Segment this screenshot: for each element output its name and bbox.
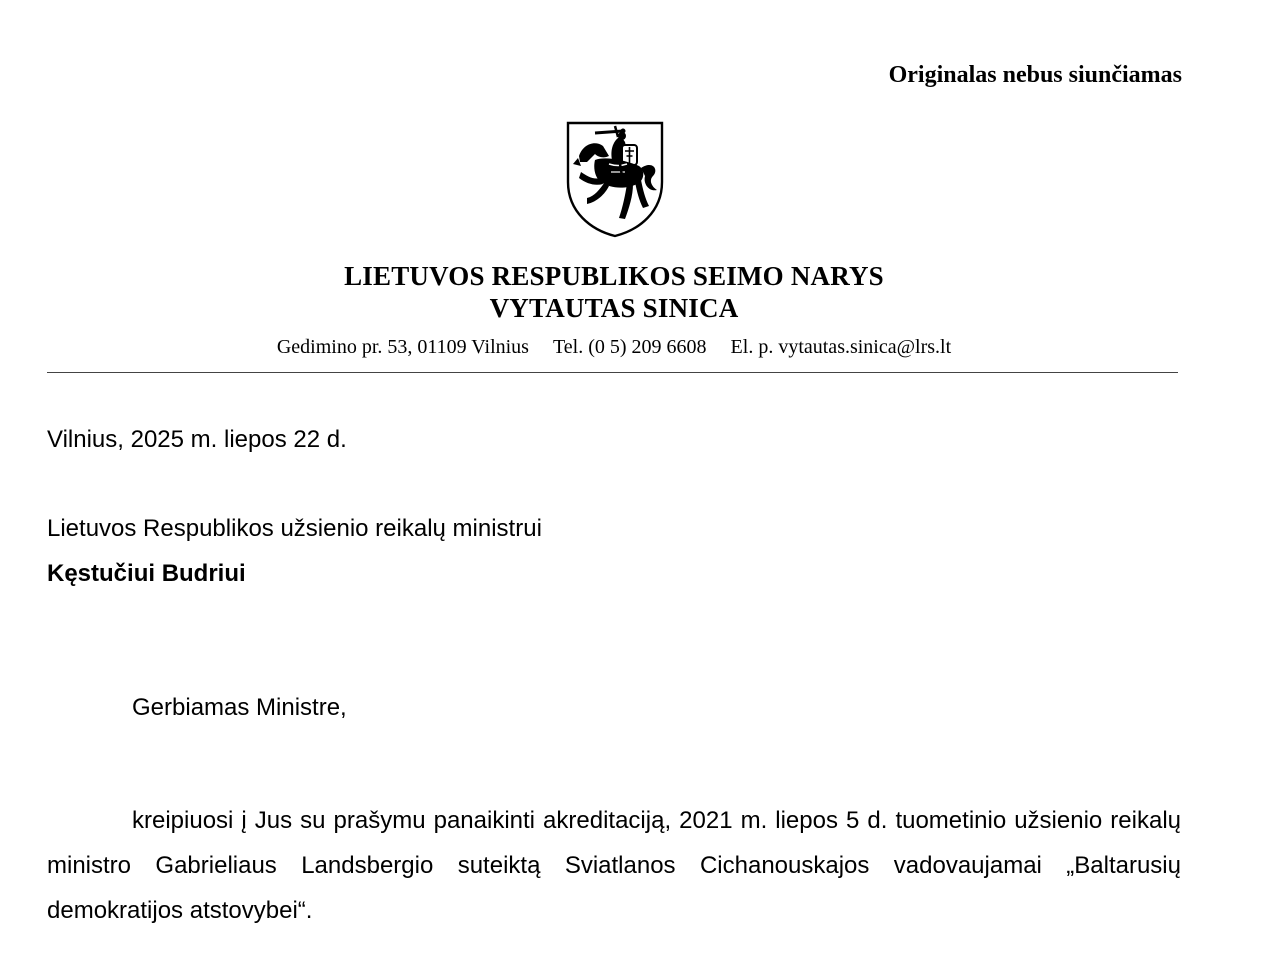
contact-phone: Tel. (0 5) 209 6608 [552, 336, 707, 358]
contact-line [0, 336, 1228, 359]
contact-email[interactable]: El. p. vytautas.sinica@lrs.lt [730, 336, 952, 358]
contact-address: Gedimino pr. 53, 01109 Vilnius [276, 336, 529, 358]
greeting: Gerbiamas Ministre, [132, 694, 347, 721]
letter-date: Vilnius, 2025 m. liepos 22 d. [47, 426, 347, 453]
recipient-title: Lietuvos Respublikos užsienio reikalų ministrui [47, 515, 542, 542]
header-divider [47, 372, 1178, 373]
original-not-sent-notice: Originalas nebus siunčiamas [888, 62, 1182, 88]
recipient-name: Kęstučiui Budriui [47, 560, 246, 587]
vytis-coat-of-arms-icon [565, 120, 665, 238]
body-paragraph: kreipiuosi į Jus su prašymu panaikinti akreditaciją, 2021 m. liepos 5 d. tuometinio užsienio reikalų ministro Gabrieliaus Landsbergio suteiktą Sviatlanos Cichanouskajos vadovaujamai „Baltarusių demokratijos atstovybei“. [47, 807, 1181, 924]
header-title-line2: VYTAUTAS SINICA [489, 293, 739, 323]
header-title-line1: LIETUVOS RESPUBLIKOS SEIMO NARYS [344, 261, 884, 291]
